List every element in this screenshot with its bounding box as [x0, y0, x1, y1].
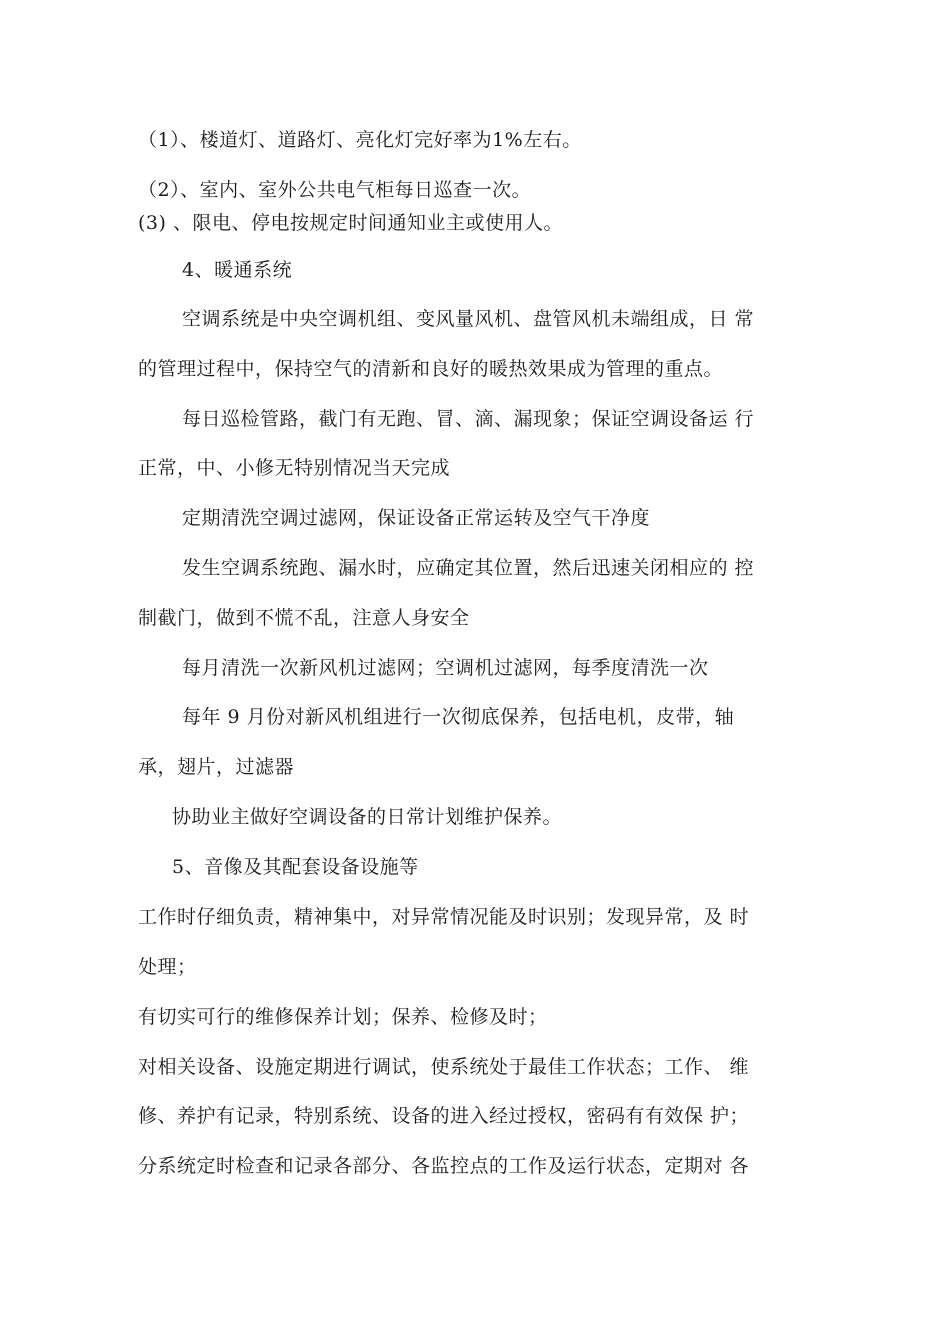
text-line-2: （2）、室内、室外公共电气柜每日巡查一次。	[138, 179, 532, 201]
text-line-10: 发生空调系统跑、漏水时，应确定其位置，然后迅速关闭相应的 控	[182, 557, 755, 579]
text-line-21: 修、养护有记录，特别系统、设备的进入经过授权，密码有有效保 护；	[138, 1105, 750, 1127]
section-heading-av: 5、音像及其配套设备设施等	[172, 856, 419, 878]
text-line-6: 的管理过程中，保持空气的清新和良好的暖热效果成为管理的重点。	[138, 358, 724, 380]
text-line-8: 正常，中、小修无特别情况当天完成	[138, 457, 451, 479]
text-line-22: 分系统定时检查和记录各部分、各监控点的工作及运行状态，定期对 各	[138, 1155, 750, 1177]
text-line-11: 制截门，做到不慌不乱，注意人身安全	[138, 607, 470, 629]
section-heading-hvac: 4、暖通系统	[182, 259, 293, 281]
text-line-3: (3) 、限电、停电按规定时间通知业主或使用人。	[138, 212, 563, 234]
text-line-5: 空调系统是中央空调机组、变风量风机、盘管风机未端组成，日 常	[182, 308, 755, 330]
text-line-20: 对相关设备、设施定期进行调试，使系统处于最佳工作状态；工作、 维	[138, 1056, 750, 1078]
text-line-15: 协助业主做好空调设备的日常计划维护保养。	[172, 806, 563, 828]
text-line-19: 有切实可行的维修保养计划；保养、检修及时；	[138, 1006, 548, 1028]
text-line-18: 处理；	[138, 956, 197, 978]
text-line-12: 每月清洗一次新风机过滤网；空调机过滤网，每季度清洗一次	[182, 657, 709, 679]
text-line-9: 定期清洗空调过滤网，保证设备正常运转及空气干净度	[182, 507, 651, 529]
text-line-13: 每年 9 月份对新风机组进行一次彻底保养，包括电机，皮带，轴	[182, 706, 735, 728]
text-line-17: 工作时仔细负责，精神集中，对异常情况能及时识别；发现异常，及 时	[138, 906, 750, 928]
text-line-1: （1）、楼道灯、道路灯、亮化灯完好率为1%左右。	[138, 129, 582, 151]
text-line-7: 每日巡检管路，截门有无跑、冒、滴、漏现象；保证空调设备运 行	[182, 408, 755, 430]
text-line-14: 承，翅片，过滤器	[138, 756, 295, 778]
